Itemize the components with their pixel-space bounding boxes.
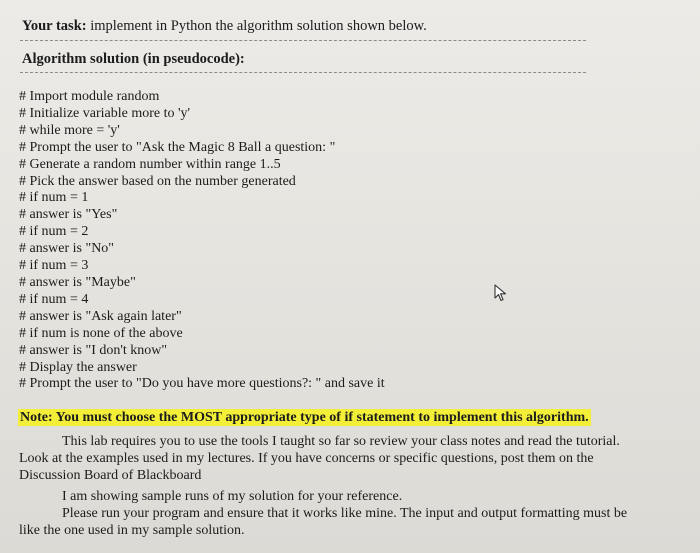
- pseudocode-line: # if num = 2: [19, 224, 89, 240]
- pseudocode-line: # answer is "Ask again later": [19, 308, 182, 324]
- paragraph-line: Look at the examples used in my lectures. If you have concerns or specific questions, post them on the: [19, 451, 594, 466]
- dashed-divider-top: [20, 40, 586, 41]
- task-label: Your task:: [22, 18, 87, 34]
- pseudocode-line: # Initialize variable more to 'y': [19, 105, 191, 121]
- note-highlight: [18, 409, 591, 426]
- pseudocode-line: # if num = 1: [19, 190, 89, 206]
- pseudocode-line: # if num is none of the above: [19, 325, 183, 341]
- pseudocode-line: # if num = 3: [19, 258, 89, 274]
- pseudocode-line: # Pick the answer based on the number generated: [19, 173, 296, 189]
- task-text: implement in Python the algorithm solution shown below.: [86, 18, 427, 34]
- note-line: [18, 410, 591, 426]
- task-line: [22, 18, 427, 35]
- note-label: Note:: [20, 410, 53, 425]
- paragraph-line: like the one used in my sample solution.: [19, 523, 245, 538]
- pseudocode-line: # Prompt the user to "Ask the Magic 8 Ball a question: ": [19, 139, 336, 155]
- dashed-divider-bottom: [20, 72, 586, 73]
- pseudocode-line: # Prompt the user to "Do you have more questions?: " and save it: [19, 376, 385, 392]
- pseudocode-line: # answer is "No": [19, 241, 115, 257]
- pseudocode-line: # Import module random: [19, 89, 160, 104]
- pseudocode-line: # answer is "I don't know": [19, 342, 168, 358]
- pseudocode-line: # if num = 4: [19, 291, 89, 307]
- pseudocode-line: # answer is "Yes": [19, 207, 118, 223]
- pseudocode-line: # while more = 'y': [19, 122, 120, 138]
- note-text: You must choose the MOST appropriate type of if statement to implement this algorithm.: [52, 410, 589, 425]
- paragraph-line: Discussion Board of Blackboard: [19, 468, 202, 483]
- paragraph-line: This lab requires you to use the tools I taught so far so review your class notes and read the tutorial.: [62, 434, 620, 449]
- pseudocode-line: # Generate a random number within range 1..5: [19, 156, 281, 172]
- paragraph-line: Please run your program and ensure that it works like mine. The input and output formatting must be: [62, 506, 628, 521]
- paragraph-line: I am showing sample runs of my solution for your reference.: [62, 489, 403, 504]
- pseudocode-line: # answer is "Maybe": [19, 274, 136, 290]
- mouse-cursor-icon: [494, 284, 508, 307]
- algorithm-title: Algorithm solution (in pseudocode):: [22, 51, 245, 67]
- pseudocode-block: [19, 89, 385, 393]
- pseudocode-line: # Display the answer: [19, 359, 137, 375]
